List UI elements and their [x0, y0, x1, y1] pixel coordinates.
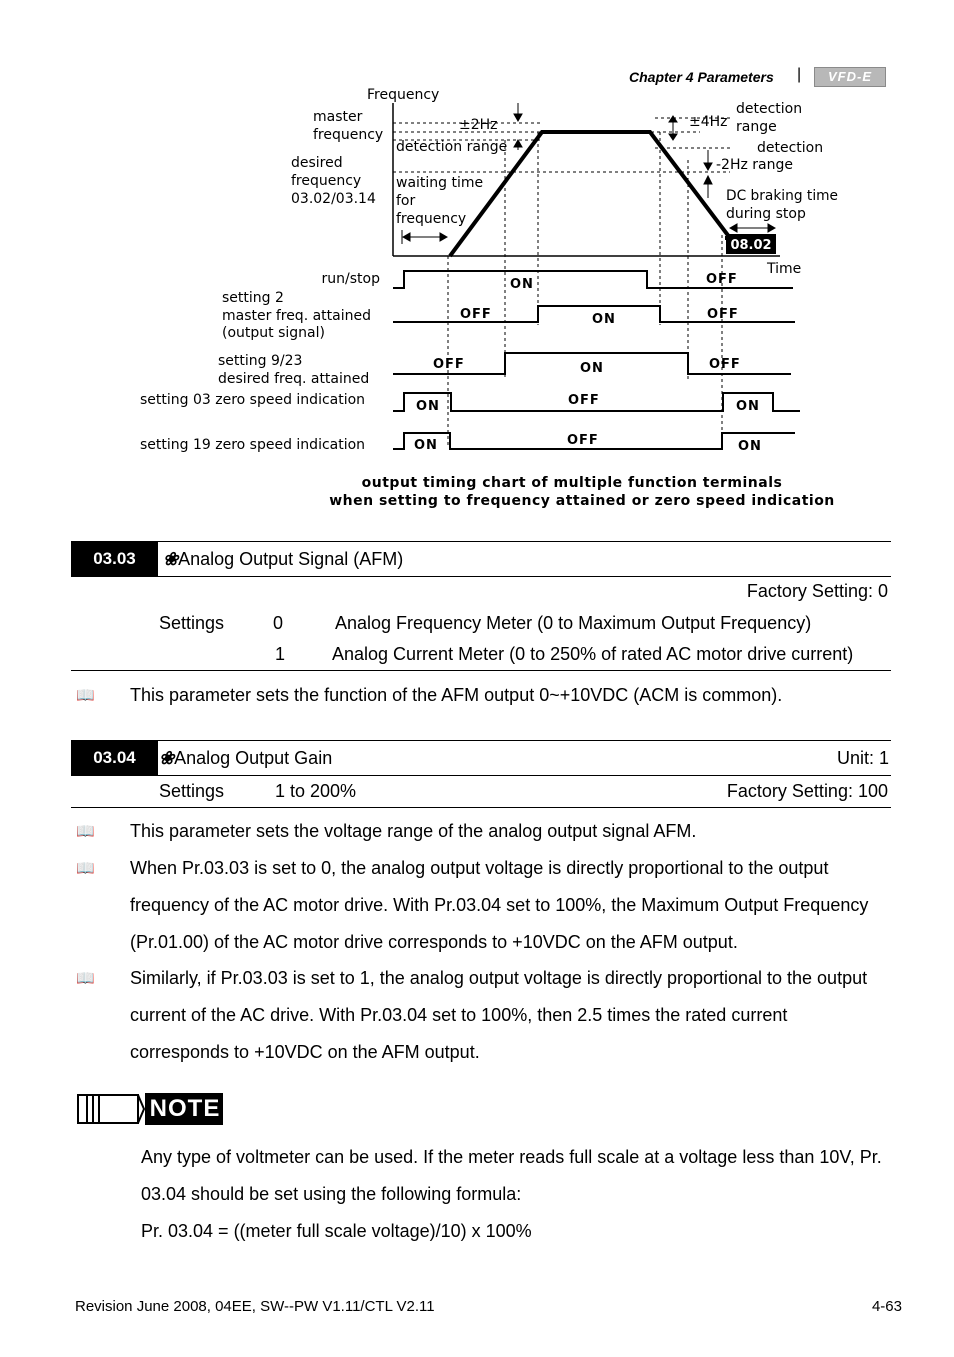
range-label-1: range: [736, 119, 777, 135]
zero19-on-label-2: ON: [738, 439, 762, 454]
master-off-label-1: OFF: [460, 307, 492, 322]
detection-label-1: detection: [736, 101, 803, 117]
setting923-label: setting 9/23: [218, 353, 303, 369]
zero19-off-label: OFF: [567, 433, 599, 448]
param-0304-note2-line1: When Pr.03.03 is set to 0, the analog output voltage is directly proportional to the output: [130, 858, 829, 878]
param-0304-factory: Factory Setting: 100: [726, 781, 888, 801]
setting03-label: setting 03 zero speed indication: [140, 392, 366, 408]
footer-page-number: 4-63: [871, 1298, 902, 1315]
param-0303-opt1-value: 1: [275, 644, 286, 664]
setting2-label: setting 2: [222, 290, 284, 306]
param-0304-note3-line2: current of the AC drive. With Pr.03.04 set to 100%, then 2.5 times the rated current: [130, 1005, 788, 1025]
chapter-title: Chapter 4 Parameters: [629, 69, 774, 85]
master-off-label-2: OFF: [707, 307, 739, 322]
book-icon: 📖: [76, 970, 95, 987]
param-0304-title: [159, 748, 332, 769]
note-line1: Any type of voltmeter can be used. If the meter reads full scale at a voltage less than 10V, Pr.: [141, 1147, 882, 1167]
param-0303-opt1-desc: Analog Current Meter (0 to 250% of rated AC motor drive current): [332, 644, 854, 664]
zero03-off-label: OFF: [568, 393, 600, 408]
param-0304-range: 1 to 200%: [275, 781, 357, 801]
book-icon: 📖: [76, 823, 95, 840]
param-0304-note3-line3: corresponds to +10VDC on the AFM output.: [130, 1042, 480, 1062]
desired-on-label: ON: [580, 361, 604, 376]
diagram-caption-1: output timing chart of multiple function terminals: [361, 475, 783, 491]
run-on-label: ON: [510, 277, 534, 292]
desired-label: desired: [291, 155, 343, 171]
param-0304-header: [71, 740, 891, 776]
param-0304-divider: [71, 807, 891, 808]
param-0303-divider: [71, 670, 891, 671]
master-on-label: ON: [592, 312, 616, 327]
diagram-caption-2: when setting to frequency attained or zero speed indication: [329, 493, 835, 509]
zero03-on-label-1: ON: [416, 399, 440, 414]
desired-frequency-label: frequency: [291, 173, 362, 189]
timing-diagram: [0, 0, 954, 520]
param-0303-settings-label: Settings: [159, 613, 225, 633]
zero03-on-label-2: ON: [736, 399, 760, 414]
note-line3: Pr. 03.04 = ((meter full scale voltage)/10) x 100%: [141, 1221, 532, 1241]
pm4hz-label: ±4Hz: [689, 114, 728, 130]
note-label: NOTE: [149, 1095, 221, 1122]
param-0303-opt0-desc: Analog Frequency Meter (0 to Maximum Output Frequency): [335, 613, 812, 633]
master-freq-attained-label: master freq. attained: [222, 308, 371, 324]
writable-icon: ❀: [163, 549, 179, 569]
run-stop-label: run/stop: [321, 271, 380, 287]
param-0304-note3-line1: Similarly, if Pr.03.03 is set to 1, the analog output voltage is directly proportional to the output: [130, 968, 868, 988]
output-signal-label: (output signal): [222, 325, 325, 341]
param-0303-id: 03.03: [71, 542, 158, 576]
desired-freq-attained-label: desired freq. attained: [218, 371, 370, 387]
desired-off-label-2: OFF: [709, 357, 741, 372]
reference-lines: [393, 118, 730, 445]
param-0304-title-text: Analog Output Gain: [174, 748, 333, 768]
param-0303-header: [71, 541, 891, 577]
desired-param-label: 03.02/03.14: [291, 191, 376, 207]
book-icon: 📖: [76, 687, 95, 704]
param-0304-note1: This parameter sets the voltage range of the analog output signal AFM.: [130, 821, 697, 841]
frequency-label: Frequency: [367, 87, 440, 103]
param-0303-note: This parameter sets the function of the AFM output 0~+10VDC (ACM is common).: [130, 685, 783, 705]
setting19-label: setting 19 zero speed indication: [140, 437, 366, 453]
param-0304-note2-line2: frequency of the AC motor drive. With Pr.03.04 set to 100%, the Maximum Output Frequency: [130, 895, 869, 915]
run-off-label: OFF: [706, 272, 738, 287]
param-0304-note2-line3: (Pr.01.00) of the AC motor drive corresponds to +10VDC on the AFM output.: [130, 932, 738, 952]
note-line2: 03.04 should be set using the following formula:: [141, 1184, 522, 1204]
param-0802-label: 08.02: [730, 238, 772, 253]
param-0303-factory: Factory Setting: 0: [746, 581, 888, 601]
writable-icon: ❀: [159, 748, 175, 768]
dc-braking-label: DC braking time: [726, 188, 838, 204]
detection-label-2: detection: [757, 140, 824, 156]
footer-revision: Revision June 2008, 04EE, SW--PW V1.11/CTL V2.11: [75, 1298, 435, 1315]
param-0303-title-text: Analog Output Signal (AFM): [178, 549, 404, 569]
zero19-on-label-1: ON: [414, 438, 438, 453]
master-label: master: [313, 109, 363, 125]
waiting-frequency-label: frequency: [396, 211, 467, 227]
waiting-for-label: for: [396, 193, 416, 209]
param-0304-settings-label: Settings: [159, 781, 225, 801]
minus2hz-label: -2Hz range: [716, 157, 793, 173]
time-label: Time: [767, 261, 802, 277]
param-0304-unit: Unit: 1: [836, 748, 889, 768]
param-0303-opt0-value: 0: [273, 613, 284, 633]
during-stop-label: during stop: [726, 206, 806, 222]
detection-range-label: detection range: [396, 139, 508, 155]
pm2hz-label: ±2Hz: [459, 117, 498, 133]
logo-text: VFD-E: [828, 69, 872, 84]
book-icon: 📖: [76, 860, 95, 877]
master-frequency-label: frequency: [313, 127, 384, 143]
waiting-time-label: waiting time: [396, 175, 484, 191]
header-separator: |: [797, 66, 802, 83]
param-0303-title: [163, 549, 403, 570]
param-0304-id: 03.04: [71, 741, 158, 775]
desired-off-label-1: OFF: [433, 357, 465, 372]
